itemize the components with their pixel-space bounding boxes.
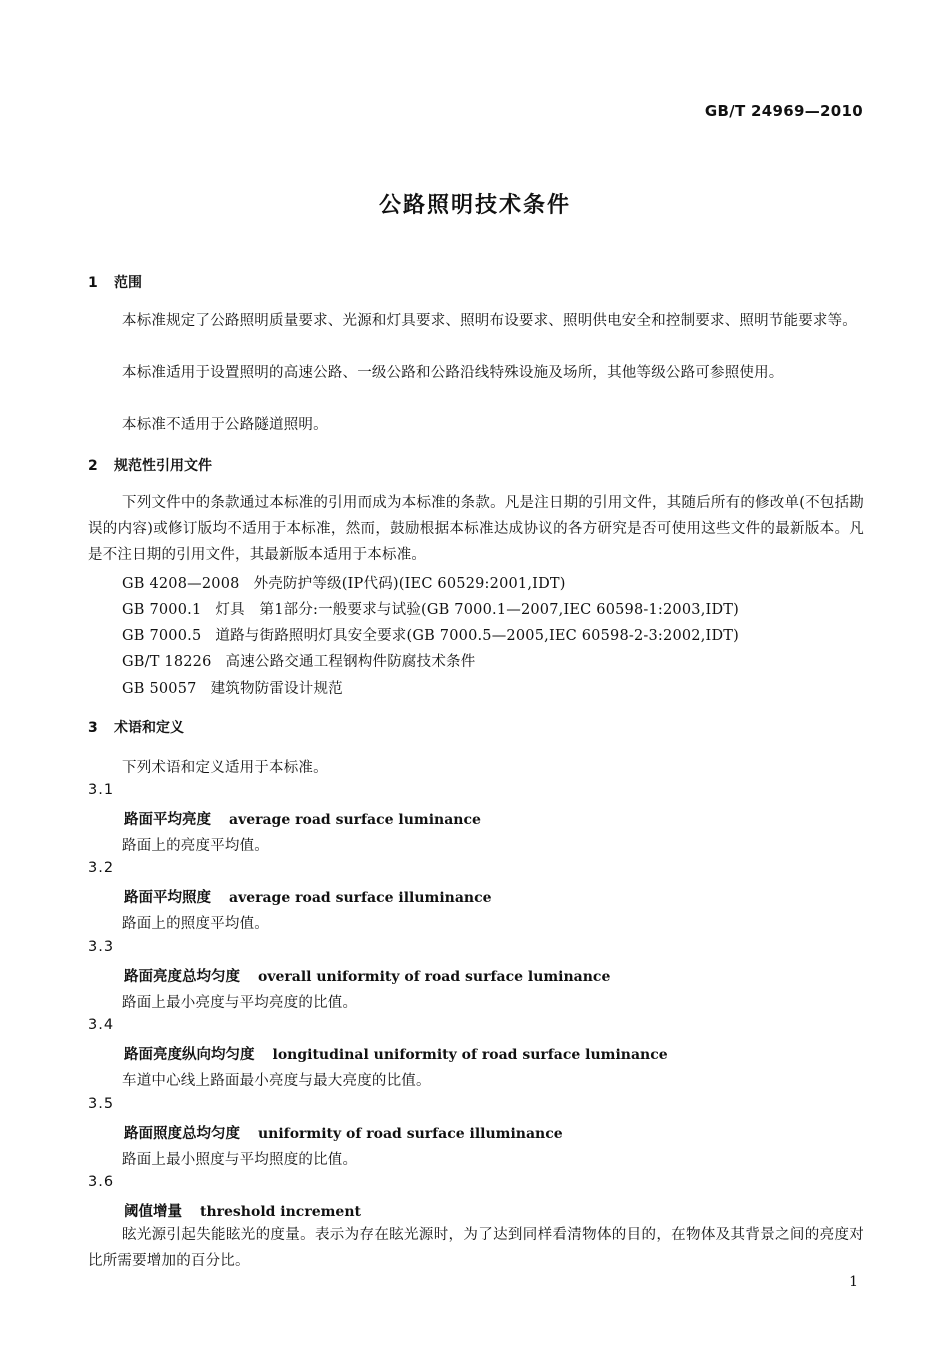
clause-number: 3.5: [88, 1096, 115, 1112]
term-definition: 车道中心线上路面最小亮度与最大亮度的比值。: [122, 1073, 431, 1089]
clause-number: 3.4: [88, 1017, 115, 1033]
term-chinese: 路面平均亮度: [124, 812, 211, 828]
section-title: 规范性引用文件: [114, 458, 212, 474]
clause-number: 3.3: [88, 939, 115, 955]
section-title: 术语和定义: [114, 720, 184, 736]
section-number: 2: [88, 458, 98, 474]
section-1-paragraph-3: 本标准不适用于公路隧道照明。: [122, 417, 328, 433]
section-3-heading: [88, 717, 184, 737]
reference-title: 高速公路交通工程钢构件防腐技术条件: [225, 654, 476, 670]
reference-code: GB 7000.1: [122, 602, 202, 618]
term-entry: [124, 1043, 668, 1064]
section-number: 3: [88, 720, 98, 736]
term-english: average road surface illuminance: [229, 890, 492, 906]
document-title: 公路照明技术条件: [378, 193, 571, 218]
term-chinese: 路面亮度纵向均匀度: [124, 1047, 255, 1063]
term-definition: 路面上最小亮度与平均亮度的比值。: [122, 995, 358, 1011]
standard-code: GB/T 24969—2010: [704, 102, 863, 120]
section-title: 范围: [114, 275, 142, 291]
term-english: average road surface luminance: [229, 812, 481, 828]
section-1-heading: [88, 272, 142, 292]
term-english: longitudinal uniformity of road surface luminance: [272, 1047, 668, 1063]
reference-title: 外壳防护等级(IP代码)(IEC 60529:2001,IDT): [253, 576, 566, 592]
term-entry: [124, 808, 481, 829]
term-definition: 眩光源引起失能眩光的度量。表示为存在眩光源时，为了达到同样看清物体的目的，在物体及其背景之间的亮度对比所需要增加的百分比。: [88, 1227, 864, 1269]
term-english: overall uniformity of road surface luminance: [258, 969, 611, 985]
term-chinese: 路面平均照度: [124, 890, 211, 906]
section-number: 1: [88, 275, 98, 291]
term-english: threshold increment: [200, 1204, 361, 1220]
reference-code: GB 4208—2008: [122, 576, 240, 592]
term-entry: [124, 1200, 361, 1221]
reference-title: 建筑物防雷设计规范: [210, 681, 343, 697]
reference-item: [122, 650, 475, 671]
term-chinese: 路面亮度总均匀度: [124, 969, 240, 985]
section-3-intro: 下列术语和定义适用于本标准。: [122, 760, 328, 776]
term-chinese: 阈值增量: [124, 1204, 182, 1220]
term-definition: 路面上最小照度与平均照度的比值。: [122, 1152, 358, 1168]
reference-code: GB/T 18226: [122, 654, 212, 670]
section-1-paragraph-2: 本标准适用于设置照明的高速公路、一级公路和公路沿线特殊设施及场所，其他等级公路可参照使用。: [122, 365, 784, 381]
clause-number: 3.1: [88, 782, 115, 798]
reference-item: [122, 624, 739, 645]
section-2-heading: [88, 455, 212, 475]
reference-title: 道路与街路照明灯具安全要求(GB 7000.5—2005,IEC 60598-2-3:2002,IDT): [215, 628, 740, 644]
term-definition: 路面上的照度平均值。: [122, 916, 269, 932]
section-1-paragraph-1: 本标准规定了公路照明质量要求、光源和灯具要求、照明布设要求、照明供电安全和控制要求、照明节能要求等。: [122, 313, 857, 329]
term-entry: [124, 965, 610, 986]
clause-number: 3.6: [88, 1174, 115, 1190]
clause-number: 3.2: [88, 860, 115, 876]
reference-item: [122, 572, 566, 593]
reference-code: GB 50057: [122, 681, 197, 697]
term-chinese: 路面照度总均匀度: [124, 1126, 240, 1142]
page-number: 1: [849, 1274, 858, 1290]
term-definition: 路面上的亮度平均值。: [122, 838, 269, 854]
section-2-paragraph: 下列文件中的条款通过本标准的引用而成为本标准的条款。凡是注日期的引用文件，其随后所有的修改单(不包括勘误的内容)或修订版均不适用于本标准，然而，鼓励根据本标准达成协议的各方研究是否可使用这些文件的最新版本。凡是不注日期的引用文件，其最新版本适用于本标准。: [88, 495, 864, 563]
reference-code: GB 7000.5: [122, 628, 202, 644]
reference-item: [122, 677, 343, 698]
term-english: uniformity of road surface illuminance: [258, 1126, 563, 1142]
reference-item: [122, 598, 739, 619]
term-entry: [124, 886, 492, 907]
term-entry: [124, 1122, 563, 1143]
reference-title: 灯具 第1部分:一般要求与试验(GB 7000.1—2007,IEC 60598-1:2003,IDT): [215, 602, 739, 618]
